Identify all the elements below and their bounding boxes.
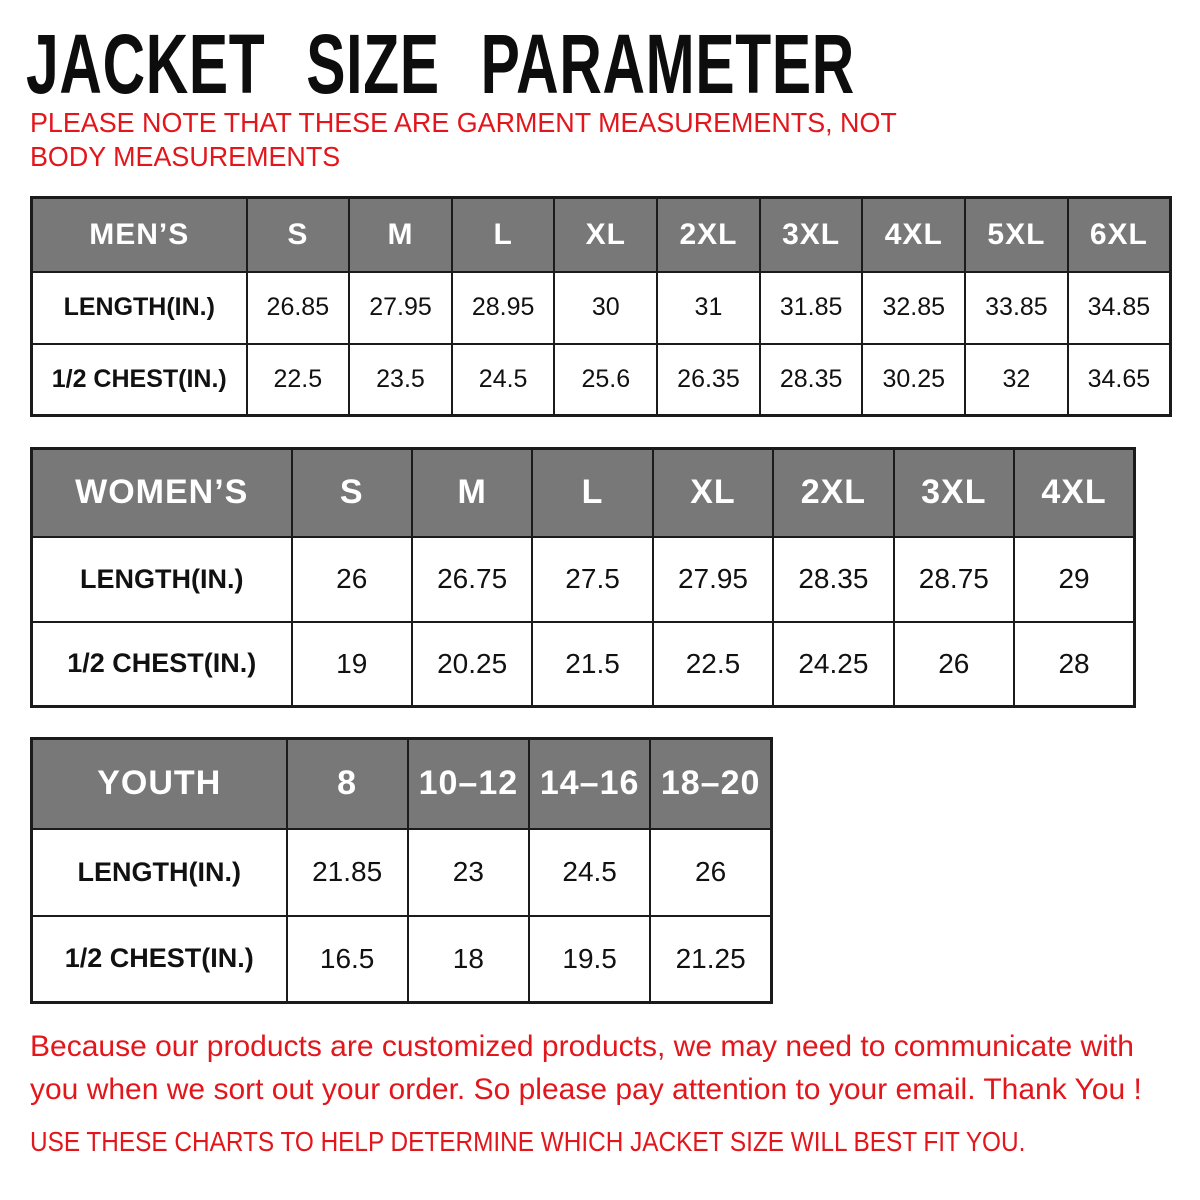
size-header-cell: 10–12 — [408, 739, 529, 829]
measurement-value-cell: 26.35 — [657, 344, 760, 416]
measurement-value-cell: 16.5 — [287, 916, 408, 1003]
measurement-value-cell: 22.5 — [653, 622, 773, 707]
size-header-cell: M — [412, 449, 532, 537]
measurement-value-cell: 30.25 — [862, 344, 965, 416]
measurement-value-cell: 34.85 — [1068, 272, 1171, 344]
mens-length-row — [32, 272, 1171, 344]
measurement-value-cell: 20.25 — [412, 622, 532, 707]
row-label-cell: LENGTH(IN.) — [32, 537, 292, 622]
size-header-cell: S — [292, 449, 412, 537]
youth-length-row — [32, 829, 772, 916]
measurement-value-cell: 26 — [292, 537, 412, 622]
womens-chest-row — [32, 622, 1135, 707]
page-title: JACKET SIZE PARAMETER — [26, 17, 855, 111]
size-header-cell: 8 — [287, 739, 408, 829]
mens-table-title: MEN’S — [32, 198, 247, 272]
size-header-cell: 4XL — [1014, 449, 1134, 537]
measurement-value-cell: 34.65 — [1068, 344, 1171, 416]
youth-header-row — [32, 739, 772, 829]
size-header-cell: M — [349, 198, 452, 272]
measurement-value-cell: 19.5 — [529, 916, 650, 1003]
measurement-value-cell: 21.85 — [287, 829, 408, 916]
mens-size-table — [30, 196, 1172, 417]
fit-advice-line: USE THESE CHARTS TO HELP DETERMINE WHICH JACKET SIZE WILL BEST FIT YOU. — [30, 1126, 1026, 1157]
size-header-cell: 18–20 — [650, 739, 771, 829]
measurement-value-cell: 26.75 — [412, 537, 532, 622]
customization-notice: Because our products are customized products, we may need to communicate with you when we sort out your order. So please pay attention to your email. Thank You ! — [30, 1030, 1142, 1106]
youth-chest-row — [32, 916, 772, 1003]
measurement-value-cell: 32 — [965, 344, 1068, 416]
measurement-value-cell: 25.6 — [554, 344, 657, 416]
measurement-value-cell: 27.95 — [653, 537, 773, 622]
measurement-value-cell: 24.5 — [529, 829, 650, 916]
womens-size-table — [30, 447, 1136, 708]
size-header-cell: 3XL — [894, 449, 1014, 537]
size-header-cell: XL — [653, 449, 773, 537]
measurement-value-cell: 21.25 — [650, 916, 771, 1003]
measurement-value-cell: 24.5 — [452, 344, 555, 416]
row-label-cell: LENGTH(IN.) — [32, 272, 247, 344]
garment-measurements-note: PLEASE NOTE THAT THESE ARE GARMENT MEASUREMENTS, NOT BODY MEASUREMENTS — [30, 107, 897, 173]
mens-header-row — [32, 198, 1171, 272]
womens-table-title: WOMEN’S — [32, 449, 292, 537]
row-label-cell: LENGTH(IN.) — [32, 829, 287, 916]
row-label-cell: 1/2 CHEST(IN.) — [32, 916, 287, 1003]
measurement-value-cell: 22.5 — [247, 344, 350, 416]
size-header-cell: 2XL — [773, 449, 893, 537]
measurement-value-cell: 31.85 — [760, 272, 863, 344]
measurement-value-cell: 19 — [292, 622, 412, 707]
measurement-value-cell: 31 — [657, 272, 760, 344]
size-header-cell: 5XL — [965, 198, 1068, 272]
size-header-cell: 4XL — [862, 198, 965, 272]
measurement-value-cell: 23.5 — [349, 344, 452, 416]
size-header-cell: 2XL — [657, 198, 760, 272]
measurement-value-cell: 28.75 — [894, 537, 1014, 622]
measurement-value-cell: 28 — [1014, 622, 1134, 707]
youth-size-table — [30, 737, 773, 1004]
measurement-value-cell: 27.5 — [532, 537, 652, 622]
womens-header-row — [32, 449, 1135, 537]
size-header-cell: S — [247, 198, 350, 272]
mens-chest-row — [32, 344, 1171, 416]
measurement-value-cell: 26.85 — [247, 272, 350, 344]
measurement-value-cell: 27.95 — [349, 272, 452, 344]
measurement-value-cell: 28.35 — [773, 537, 893, 622]
measurement-value-cell: 23 — [408, 829, 529, 916]
measurement-value-cell: 28.35 — [760, 344, 863, 416]
size-header-cell: 14–16 — [529, 739, 650, 829]
measurement-value-cell: 28.95 — [452, 272, 555, 344]
womens-length-row — [32, 537, 1135, 622]
measurement-value-cell: 18 — [408, 916, 529, 1003]
size-header-cell: XL — [554, 198, 657, 272]
measurement-value-cell: 33.85 — [965, 272, 1068, 344]
size-header-cell: 6XL — [1068, 198, 1171, 272]
measurement-value-cell: 26 — [650, 829, 771, 916]
size-header-cell: L — [452, 198, 555, 272]
measurement-value-cell: 29 — [1014, 537, 1134, 622]
row-label-cell: 1/2 CHEST(IN.) — [32, 622, 292, 707]
youth-table-title: YOUTH — [32, 739, 287, 829]
measurement-value-cell: 30 — [554, 272, 657, 344]
measurement-value-cell: 21.5 — [532, 622, 652, 707]
measurement-value-cell: 26 — [894, 622, 1014, 707]
measurement-value-cell: 32.85 — [862, 272, 965, 344]
row-label-cell: 1/2 CHEST(IN.) — [32, 344, 247, 416]
size-header-cell: L — [532, 449, 652, 537]
measurement-value-cell: 24.25 — [773, 622, 893, 707]
size-header-cell: 3XL — [760, 198, 863, 272]
